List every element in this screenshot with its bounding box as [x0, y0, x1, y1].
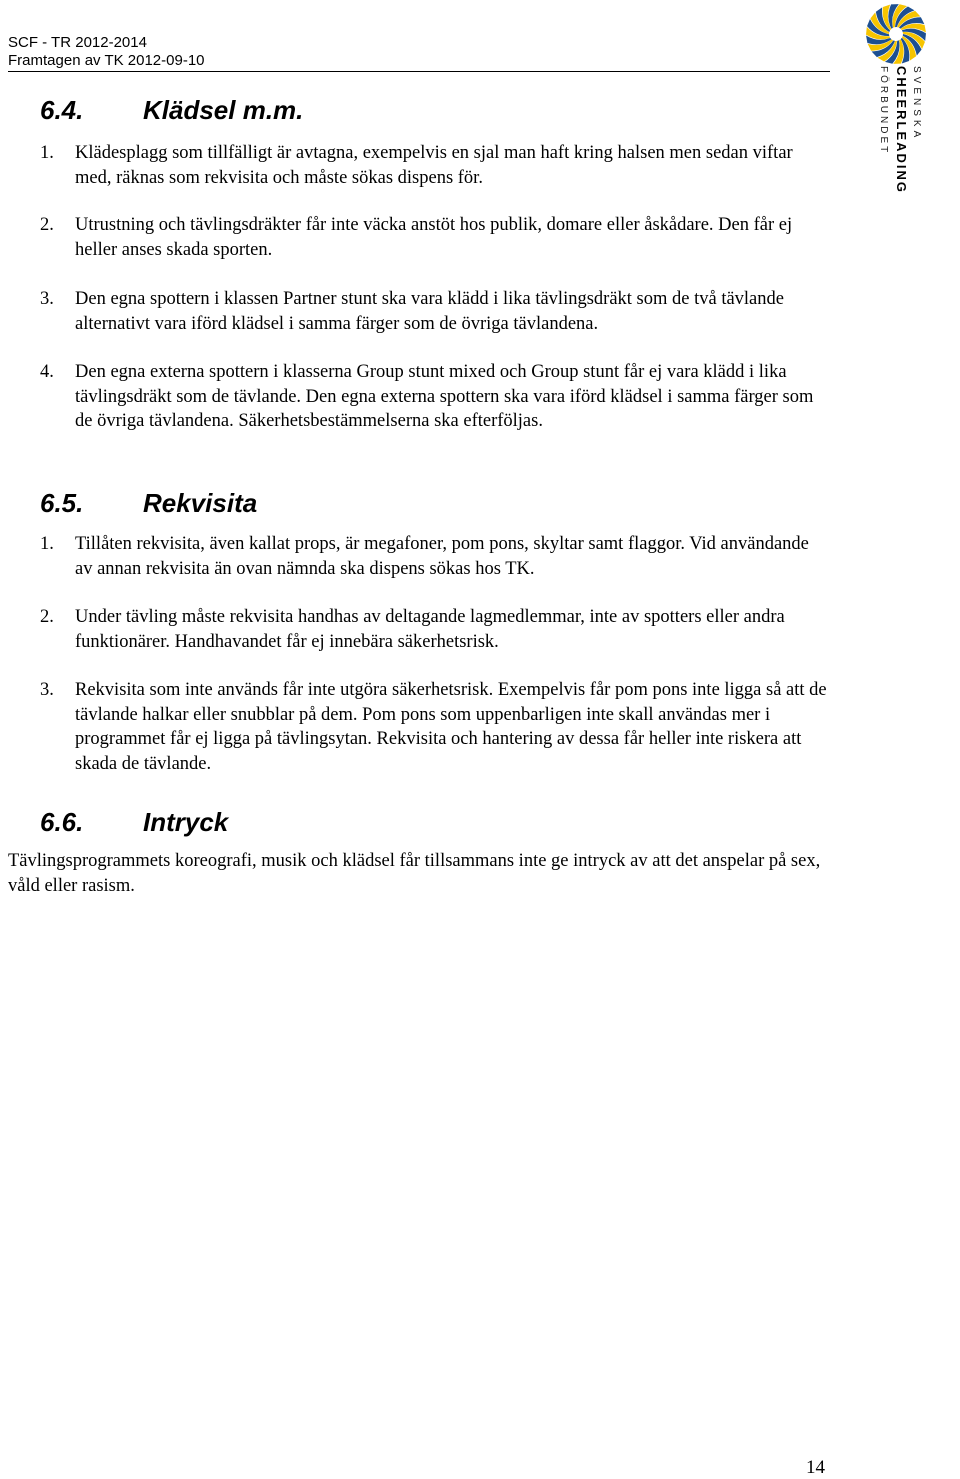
list-item-number: 1. — [40, 143, 54, 163]
section-number: 6.5. — [40, 488, 84, 518]
list-item-text: Klädesplagg som tillfälligt är avtagna, exempelvis en sjal man haft kring halsen men sedan viftar med, räknas som rekvisita och måste sökas dispens för. — [75, 143, 793, 188]
prepared-by: Framtagen av TK 2012-09-10 — [8, 52, 205, 69]
list-item — [40, 287, 830, 336]
list-item — [40, 213, 830, 262]
list-item-text: Under tävling måste rekvisita handhas av deltagande lagmedlemmar, inte av spotters eller andra funktionärer. Handhavandet får ej innebära säkerhetsrisk. — [75, 607, 785, 652]
list-item-text: Rekvisita som inte används får inte utgöra säkerhetsrisk. Exempelvis får pom pons inte ligga så att de tävlande halkar eller snubblar på dem. Pom pons som uppenbarligen inte skall användas mer i programmet får ej ligga på tävlingsytan. Rekvisita och hantering av dessa får heller inte riskera att skada de tävlande. — [75, 680, 827, 774]
section-paragraph: Tävlingsprogrammets koreografi, musik och klädsel får tillsammans inte ge intryck av att det anspelar på sex, våld eller rasism. — [8, 851, 821, 896]
list-item-text: Tillåten rekvisita, även kallat props, är megafoner, pom pons, skyltar samt flaggor. Vid användande av annan rekvisita än ovan nämnda ska dispens sökas hos TK. — [75, 534, 809, 579]
section-number: 6.6. — [40, 807, 84, 837]
list-item — [40, 360, 830, 434]
sunburst-center — [890, 28, 902, 40]
list-item-number: 1. — [40, 534, 54, 554]
section-title: Rekvisita — [143, 488, 258, 518]
sunburst-logo-icon — [864, 2, 928, 66]
list-item-number: 4. — [40, 362, 54, 382]
header-rule — [8, 71, 830, 72]
logo-text-forbundet: FÖRBUNDET — [878, 66, 889, 156]
list-item — [40, 678, 830, 776]
list-item-text: Den egna spottern i klassen Partner stunt ska vara klädd i lika tävlingsdräkt som de två tävlande alternativt vara iförd klädsel i samma färger som de övriga tävlandena. — [75, 289, 784, 334]
logo-text-cheerleading: CHEERLEADING — [894, 66, 909, 195]
list-item — [40, 605, 830, 654]
doc-id: SCF - TR 2012-2014 — [8, 34, 147, 51]
list-item-text: Utrustning och tävlingsdräkter får inte väcka anstöt hos publik, domare eller åskådare. Den får ej heller anses skada sporten. — [75, 215, 793, 260]
list-item-text: Den egna externa spottern i klasserna Group stunt mixed och Group stunt får ej vara klädd i lika tävlingsdräkt som de tävlande. Den egna externa spottern ska vara iförd klädsel i samma färger som de övriga tävlandena. Säkerhetsbestämmelserna ska efterföljas. — [75, 362, 814, 431]
logo-text-svenska: SVENSKA — [911, 66, 922, 142]
list-item-number: 2. — [40, 215, 54, 235]
page-number: 14 — [806, 1457, 825, 1478]
list-item — [40, 532, 830, 581]
document-header — [8, 34, 205, 70]
section-number: 6.4. — [40, 95, 84, 125]
list-item-number: 3. — [40, 680, 54, 700]
list-item — [40, 141, 830, 190]
section-title: Intryck — [143, 807, 229, 837]
list-item-number: 3. — [40, 289, 54, 309]
list-item-number: 2. — [40, 607, 54, 627]
section-title: Klädsel m.m. — [143, 95, 304, 125]
